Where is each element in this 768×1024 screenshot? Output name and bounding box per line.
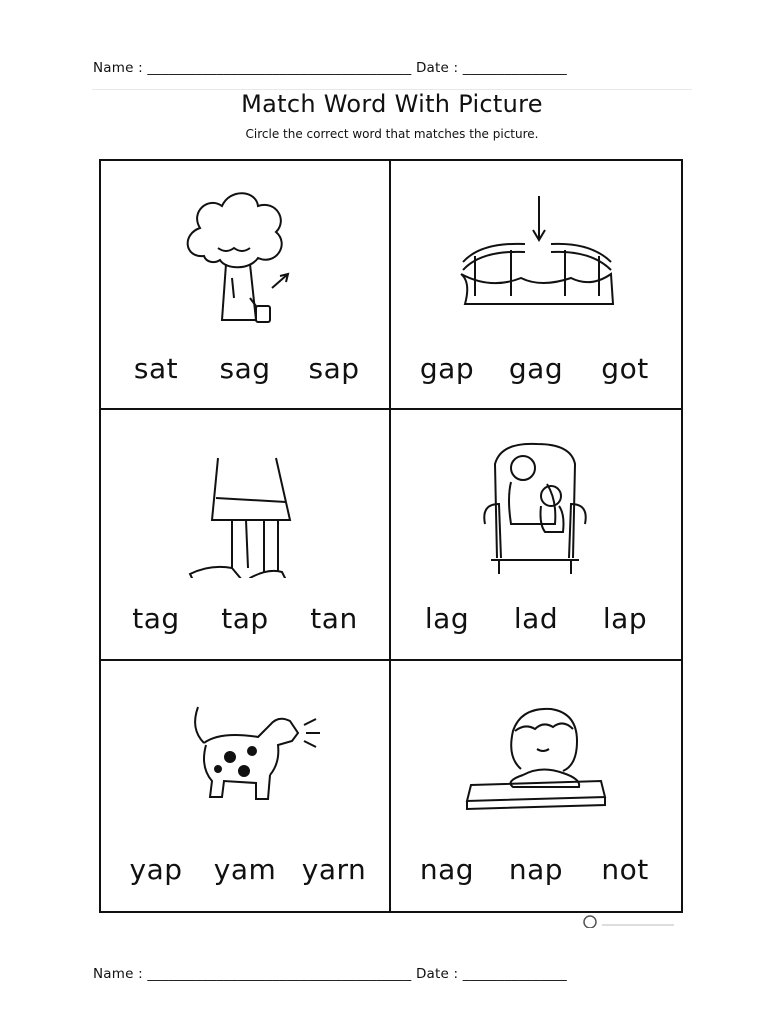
word-option[interactable]: gap xyxy=(419,352,475,385)
word-option[interactable]: yam xyxy=(213,853,277,886)
tree-sap-icon xyxy=(160,178,330,328)
word-option[interactable]: sap xyxy=(308,352,360,385)
match-cell-1 xyxy=(100,160,390,410)
child-nap-icon xyxy=(451,679,621,829)
match-cell-3 xyxy=(100,410,390,660)
word-option[interactable]: tag xyxy=(132,602,180,635)
word-option[interactable]: got xyxy=(601,352,649,385)
tap-shoes-icon xyxy=(160,428,330,578)
publisher-logo-icon xyxy=(578,914,678,928)
word-option[interactable]: lag xyxy=(424,602,470,635)
word-option[interactable]: not xyxy=(601,853,649,886)
word-option[interactable]: sag xyxy=(219,352,271,385)
word-option[interactable]: nag xyxy=(419,853,475,886)
footer-name-date-line: Name : ______________________________________ Date : _______________ xyxy=(93,966,567,982)
word-option[interactable]: lad xyxy=(513,602,559,635)
worksheet-title: Match Word With Picture xyxy=(241,90,543,118)
bridge-gap-icon xyxy=(451,178,621,328)
match-cell-2 xyxy=(391,160,681,410)
word-option[interactable]: nap xyxy=(508,853,564,886)
match-cell-6 xyxy=(391,661,681,911)
word-option[interactable]: tan xyxy=(310,602,358,635)
match-cell-4 xyxy=(391,410,681,660)
word-option[interactable]: gag xyxy=(508,352,564,385)
header-name-date-line: Name : ______________________________________ Date : _______________ xyxy=(93,60,567,76)
match-cell-5 xyxy=(100,661,390,911)
word-option[interactable]: sat xyxy=(133,352,179,385)
word-option[interactable]: yarn xyxy=(301,853,367,886)
word-option[interactable]: tap xyxy=(221,602,269,635)
parent-lap-icon xyxy=(451,428,621,578)
word-option[interactable]: lap xyxy=(602,602,648,635)
word-option[interactable]: yap xyxy=(129,853,183,886)
worksheet-instructions: Circle the correct word that matches the picture. xyxy=(245,127,539,141)
dog-yap-icon xyxy=(160,679,330,829)
